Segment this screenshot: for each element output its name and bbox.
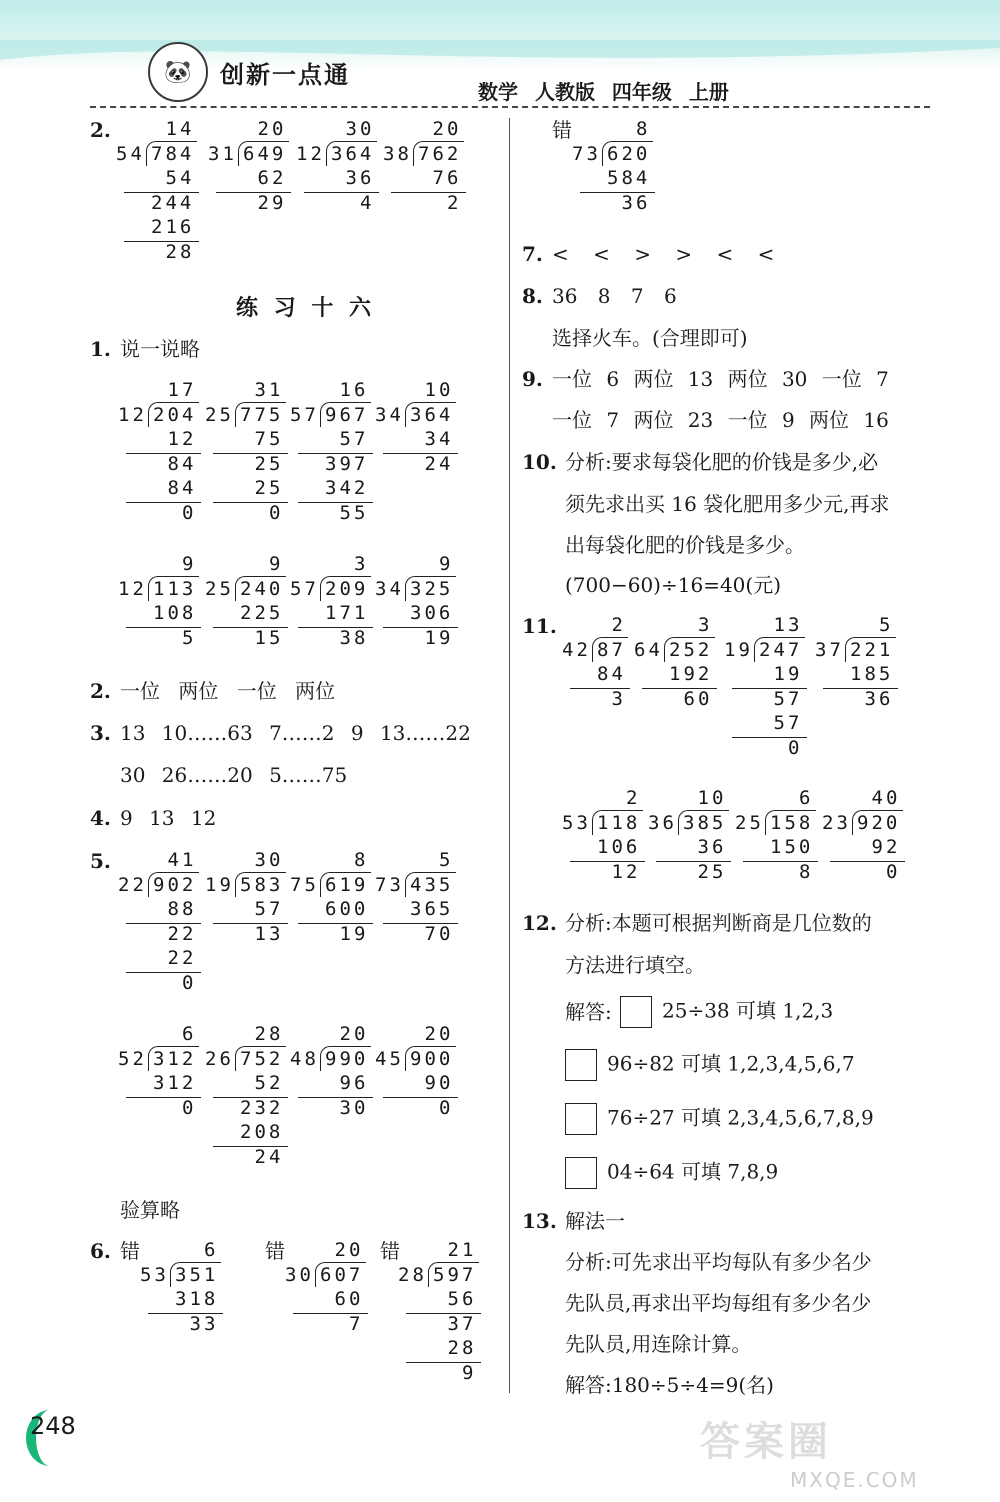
division-row: 24 [424,452,454,475]
q13-line: 解答:180÷5÷4=9(名) [565,1373,774,1397]
divisor: 25 [205,577,234,600]
division-bracket [845,637,896,663]
division-row: 24 [254,1145,284,1168]
dividend: 649 [243,142,287,165]
division-row: 8 [799,860,814,883]
q-label: 5. [90,849,111,873]
division-row: 12 [167,428,197,450]
division-bracket [235,1046,286,1072]
wrong-mark: 错 [265,1239,285,1263]
division-bracket [148,576,199,602]
division-bracket [235,872,286,898]
division-bracket [238,141,289,167]
quotient: 10 [697,787,727,809]
division-row: 57 [773,687,803,710]
divisor: 73 [375,873,404,896]
division-row: 54 [165,167,195,189]
quotient: 20 [257,118,287,140]
division-row: 34 [424,428,454,450]
division-bracket [320,872,371,898]
dividend: 385 [683,811,727,834]
q8-answer: 36 8 7 6 [552,284,677,308]
divisor: 34 [375,403,404,426]
q-label: 2. [90,118,111,142]
division-bracket [413,141,464,167]
divisor: 12 [118,577,147,600]
division-row: 365 [410,898,454,920]
divisor: 34 [375,577,404,600]
q4-answer: 9 13 12 [120,806,217,830]
quotient: 6 [204,1239,219,1261]
q-label: 4. [90,806,111,830]
quotient: 20 [424,1023,454,1045]
q-label: 10. [522,450,557,474]
dividend: 240 [240,577,284,600]
division-bracket [852,810,903,836]
blank-box [565,1103,597,1135]
divisor: 22 [118,873,147,896]
quotient: 14 [165,118,195,140]
q-label: 8. [522,284,543,308]
q12-item: 25÷38 可填 1,2,3 [620,996,833,1028]
division-bracket [326,141,377,167]
division-row: 216 [151,216,195,238]
division-row: 57 [254,898,284,920]
brand [148,42,350,102]
dividend: 619 [325,873,369,896]
division-row: 25 [697,860,727,883]
q12-item: 04÷64 可填 7,8,9 [565,1157,778,1189]
q10-formula: (700−60)÷16=40(元) [565,573,782,597]
division-row: 33 [189,1312,219,1335]
division-row: 84 [167,477,197,499]
divisor: 19 [724,638,753,661]
division-row: 342 [325,477,369,499]
dividend: 221 [850,638,894,661]
division-row: 28 [447,1337,477,1359]
division-row: 15 [254,626,284,649]
divisor: 57 [290,403,319,426]
division-row: 5 [182,626,197,649]
q3-line1: 13 10……63 7……2 9 13……22 [120,721,471,745]
watermark-url: MXQE.COM [790,1468,919,1492]
division-bracket [405,402,456,428]
dividend: 325 [410,577,454,600]
divisor: 28 [398,1263,427,1286]
quotient: 3 [698,614,713,636]
division-row: 19 [424,626,454,649]
division-bracket [765,810,816,836]
subject-line: 数学 人教版 四年级 上册 [478,80,729,104]
dividend: 784 [151,142,195,165]
dividend: 762 [418,142,462,165]
blank-box [620,996,652,1028]
division-row: 0 [182,501,197,524]
division-row: 0 [182,1096,197,1119]
divisor: 45 [375,1047,404,1070]
quotient: 17 [167,379,197,401]
q10-line: 须先求出买 16 袋化肥用多少元,再求 [565,492,890,516]
quotient: 16 [339,379,369,401]
divisor: 38 [383,142,412,165]
division-row: 70 [424,922,454,945]
division-bracket [148,402,199,428]
divisor: 42 [562,638,591,661]
column-divider [509,118,510,1393]
division-bracket [315,1262,366,1288]
q9-line2: 一位 7 两位 23 一位 9 两位 16 [552,408,889,432]
division-row: 60 [683,687,713,710]
dividend: 775 [240,403,284,426]
divisor: 30 [285,1263,314,1286]
division-bracket [148,872,199,898]
division-row: 57 [339,428,369,450]
dividend: 435 [410,873,454,896]
q10-line: 出每袋化肥的价钱是多少。 [565,533,805,557]
division-row: 25 [254,452,284,475]
quotient: 9 [269,553,284,575]
division-row: 208 [240,1121,284,1143]
dividend: 351 [175,1263,219,1286]
dividend: 209 [325,577,369,600]
q12-line: 方法进行填空。 [565,953,705,977]
q7-answer: < < > > < < [552,242,775,266]
q-label: 2. [90,679,111,703]
division-row: 0 [886,860,901,883]
panda-logo-icon: 🐼 [148,42,208,102]
quotient: 3 [354,553,369,575]
division-row: 225 [240,602,284,624]
quotient: 30 [345,118,375,140]
divisor: 19 [205,873,234,896]
division-row: 25 [254,477,284,499]
q10-line: 分析:要求每袋化肥的价钱是多少,必 [565,450,879,474]
division-row: 397 [325,452,369,475]
dividend: 967 [325,403,369,426]
dividend: 902 [153,873,197,896]
division-row: 171 [325,602,369,624]
dividend: 252 [669,638,713,661]
dividend: 113 [153,577,197,600]
quotient: 20 [339,1023,369,1045]
divisor: 12 [118,403,147,426]
division-row: 192 [669,663,713,685]
header-divider [90,106,930,108]
quotient: 10 [424,379,454,401]
q-label: 7. [522,242,543,266]
wrong-mark: 错 [552,118,572,142]
quotient: 6 [799,787,814,809]
division-row: 22 [167,922,197,945]
division-row: 76 [432,167,462,189]
divisor: 52 [118,1047,147,1070]
division-row: 7 [349,1312,364,1335]
division-row: 88 [167,898,197,920]
division-row: 38 [339,626,369,649]
division-bracket [405,872,456,898]
dividend: 204 [153,403,197,426]
division-row: 600 [325,898,369,920]
division-bracket [405,1046,456,1072]
divisor: 64 [634,638,663,661]
dividend: 364 [331,142,375,165]
q-label: 1. [90,337,111,361]
division-row: 90 [424,1072,454,1094]
division-row: 92 [871,836,901,858]
q-label: 6. [90,1239,111,1263]
dividend: 118 [597,811,641,834]
blank-box [565,1157,597,1189]
q3-line2: 30 26……20 5……75 [120,763,348,787]
quotient: 21 [447,1239,477,1261]
division-row: 52 [254,1072,284,1094]
division-row: 185 [850,663,894,685]
dividend: 87 [597,638,626,661]
division-row: 3 [611,687,626,710]
division-row: 36 [621,191,651,214]
division-bracket [148,1046,199,1072]
divisor: 57 [290,577,319,600]
quotient: 28 [254,1023,284,1045]
divisor: 31 [208,142,237,165]
dividend: 920 [857,811,901,834]
q12-line: 分析:本题可根据判断商是几位数的 [565,911,872,935]
blank-box [565,1049,597,1081]
section-title: 练 习 十 六 [236,295,375,321]
quotient: 5 [879,614,894,636]
division-row: 2 [447,191,462,214]
division-row: 150 [770,836,814,858]
divisor: 75 [290,873,319,896]
division-row: 28 [165,240,195,263]
quotient: 20 [432,118,462,140]
division-row: 96 [339,1072,369,1094]
q-label: 11. [522,614,557,638]
division-row: 36 [864,687,894,710]
q-label: 13. [522,1209,557,1233]
division-row: 232 [240,1096,284,1119]
quotient: 41 [167,849,197,871]
division-row: 62 [257,167,287,189]
divisor: 23 [822,811,851,834]
q9-line1: 一位 6 两位 13 两位 30 一位 7 [552,367,889,391]
check-note: 验算略 [120,1198,180,1222]
division-bracket [235,576,286,602]
dividend: 364 [410,403,454,426]
division-row: 0 [439,1096,454,1119]
division-row: 55 [339,501,369,524]
division-row: 0 [269,501,284,524]
divisor: 12 [296,142,325,165]
dividend: 158 [770,811,814,834]
q13-line: 先队员,用连除计算。 [565,1332,752,1356]
dividend: 620 [607,142,651,165]
division-bracket [170,1262,221,1288]
division-row: 30 [339,1096,369,1119]
division-row: 108 [153,602,197,624]
division-row: 0 [182,971,197,994]
division-bracket [592,637,628,663]
division-row: 13 [254,922,284,945]
dividend: 752 [240,1047,284,1070]
division-row: 37 [447,1312,477,1335]
quotient: 8 [354,849,369,871]
division-bracket [405,576,456,602]
dividend: 583 [240,873,284,896]
quotient: 9 [182,553,197,575]
divisor: 36 [648,811,677,834]
quotient: 31 [254,379,284,401]
division-row: 244 [151,191,195,214]
quotient: 30 [254,849,284,871]
division-row: 57 [773,712,803,734]
q-label: 12. [522,911,557,935]
q13-title: 解法一 [565,1209,625,1233]
division-row: 29 [257,191,287,214]
quotient: 8 [636,118,651,140]
divisor: 25 [735,811,764,834]
q1-text: 说一说略 [120,337,200,361]
divisor: 53 [140,1263,169,1286]
quotient: 2 [626,787,641,809]
dividend: 597 [433,1263,477,1286]
division-row: 22 [167,947,197,969]
division-row: 306 [410,602,454,624]
division-bracket [664,637,715,663]
quotient: 6 [182,1023,197,1045]
division-row: 4 [360,191,375,214]
divisor: 48 [290,1047,319,1070]
division-bracket [320,576,371,602]
division-row: 0 [788,736,803,759]
division-row: 19 [339,922,369,945]
division-row: 19 [773,663,803,685]
division-row: 12 [611,860,641,883]
dividend: 607 [320,1263,364,1286]
q12-answer-label: 解答: [565,1000,612,1024]
division-row: 9 [462,1361,477,1384]
divisor: 73 [572,142,601,165]
dividend: 990 [325,1047,369,1070]
quotient: 13 [773,614,803,636]
division-bracket [602,141,653,167]
division-bracket [678,810,729,836]
wrong-mark: 错 [120,1239,140,1263]
watermark-logo: 答案圈 [700,1419,832,1465]
dividend: 312 [153,1047,197,1070]
quotient: 2 [611,614,626,636]
division-row: 56 [447,1288,477,1310]
divisor: 25 [205,403,234,426]
dividend: 900 [410,1047,454,1070]
division-bracket [320,1046,371,1072]
division-row: 84 [597,663,626,685]
q-label: 3. [90,721,111,745]
q13-line: 先队员,再求出平均每组有多少名少 [565,1291,872,1315]
division-bracket [428,1262,479,1288]
division-bracket [754,637,805,663]
division-bracket [235,402,286,428]
q2-answer: 一位 两位 一位 两位 [120,679,336,703]
brand-name: 创新一点通 [220,60,350,89]
divisor: 53 [562,811,591,834]
q8-note: 选择火车。(合理即可) [552,326,748,350]
division-row: 36 [345,167,375,189]
division-row: 312 [153,1072,197,1094]
division-row: 60 [334,1288,364,1310]
division-bracket [146,141,197,167]
division-bracket [592,810,643,836]
q13-line: 分析:可先求出平均每队有多少名少 [565,1250,872,1274]
page-number: 248 [30,1412,76,1440]
division-row: 36 [697,836,727,858]
division-row: 106 [597,836,641,858]
division-row: 84 [167,452,197,475]
quotient: 20 [334,1239,364,1261]
q-label: 9. [522,367,543,391]
quotient: 40 [871,787,901,809]
divisor: 26 [205,1047,234,1070]
quotient: 5 [439,849,454,871]
divisor: 54 [116,142,145,165]
q12-item: 96÷82 可填 1,2,3,4,5,6,7 [565,1049,855,1081]
wrong-mark: 错 [380,1239,400,1263]
dividend: 247 [759,638,803,661]
q12-item: 76÷27 可填 2,3,4,5,6,7,8,9 [565,1103,874,1135]
division-bracket [320,402,371,428]
quotient: 9 [439,553,454,575]
divisor: 37 [815,638,844,661]
division-row: 75 [254,428,284,450]
division-row: 318 [175,1288,219,1310]
division-row: 584 [607,167,651,189]
